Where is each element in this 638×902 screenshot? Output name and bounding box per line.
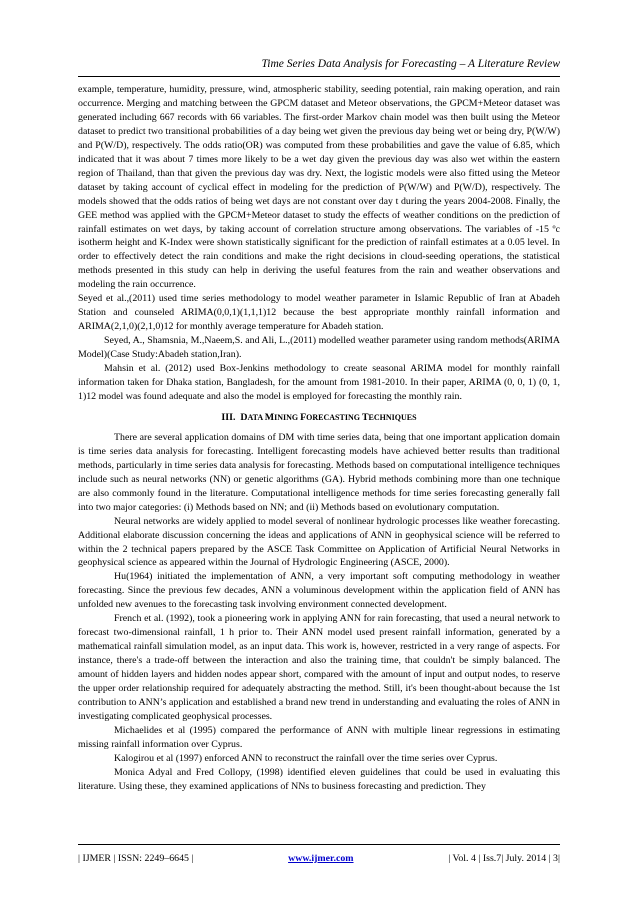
footer-rule [78,844,560,845]
paragraph-michaelides-1995: Michaelides et al (1995) compared the performance of ANN with multiple linear regressions in estimating missing rainfall information over Cyprus. [78,724,560,750]
section-title-part: F [300,411,307,423]
section-number: III. [221,411,236,423]
header-rule [78,76,560,77]
paragraph-french-1992: French et al. (1992), took a pioneering work in applying ANN for rain forecasting, that used a neural network to forecast two-dimensional rainfall, 1 h prior to. Their ANN model used present rainfall information, generated by a mathematical rainfall simulation model, as an input data. This work is, however, restricted in a very range of aspects. For instance, there's a trade-off between the interaction and also the training time, that couldn't be simply balanced. The amount of hidden layers and hidden nodes appear short, compared with the amount of input and output nodes, to reserve the upper order relationship required for adequately abstracting the method. Still, it's been thought-about because the 1st contribution to ANN’s application and established a brand new trend in understanding and evaluating the roles of ANN in investigating complicated geophysical processes. [78,613,560,722]
section-title-part: ATA [247,412,265,422]
paragraph-hu-1964: Hu(1964) initiated the implementation of ANN, a very important soft computing methodology in weather forecasting. Since the previous few decades, ANN a voluminous development within the application field of ANN has unfolded new avenues to the forecasting task involving environment connected development. [78,571,560,611]
page-footer [78,853,560,864]
footer-volume-page: | Vol. 4 | Iss.7| July. 2014 | 3| [448,853,560,864]
section-title-part: INING [274,412,301,422]
paragraph-kalogirou-1997: Kalogirou et al (1997) enforced ANN to reconstruct the rainfall over the time series over Cyprus. [114,752,498,764]
paragraph-adyal-collopy-1998: Monica Adyal and Fred Collopy, (1998) identified eleven guidelines that could be used in evaluating this literature. Using these, they examined applications of NNs to business forecasting and prediction. They [78,766,560,792]
running-header-title: Time Series Data Analysis for Forecasting – A Literature Review [261,58,560,70]
paragraph-gpcm-meteor: example, temperature, humidity, pressure, wind, atmospheric stability, seeding potential, rain making operation, and rain occurrence. Merging and matching between the GPCM dataset and Meteor observations, the GPCM+Meteor dataset was generated including 667 records with 66 variables. The first-order Markov chain model was then built using the Meteor dataset to predict two transitional probabilities of a day being wet given the previous day being wet or being dry, P(W/W) and P(W/D), respectively. The odds ratio(OR) was computed from these probabilities and gave the value of 6.85, which indicated that it was about 7 times more likely to be a wet day given the previous day was also wet within the eastern region of Thailand, than that given the previous day was dry. Next, the logistic models were also fitted using the Meteor dataset by taking account of cyclical effect in modeling for the prediction of P(W/W) and P(W/D), respectively. The models showed that the odds ratios of being wet days are not constant over day t during the years 2004-2008. Finally, the GEE method was applied with the GPCM+Meteor dataset to study the effects of weather conditions on the prediction of rainfall estimates on wet days, by taking account of correlation structure among observations. The variables of -15 ºc isotherm height and K-Index were shown statistically significant for the prediction of rainfall estimates at a 0.05 level. In order to effectively detect the rain conditions and make the right decisions in cloud-seeding operations, the statistical methods presented in this study can help in deriving the useful features from the rain and weather observations and modeling the rain occurrence. [78,84,560,291]
section-title-part: D [240,411,248,423]
section-title-part: ECHNIQUES [368,412,417,422]
footer-journal-link[interactable]: www.ijmer.com [288,853,354,864]
paragraph-neural-networks: Neural networks are widely applied to model several of nonlinear hydrologic processes like weather forecasting. Additional elaborate discussion concerning the ideas and applications of ANN in geophysical science will be referred to within the 2 technical papers prepared by the ASCE Task Committee on Application of Artificial Neural Networks in geophysical science as appeared within the Journal of Hydrologic Engineering (ASCE, 2000). [78,515,560,569]
section-title-part: ORECASTING [306,412,362,422]
footer-journal-issn: | IJMER | ISSN: 2249–6645 | [78,853,194,864]
section-title-part: T [361,411,369,423]
paragraph-mahsin-2012: Mahsin et al. (2012) used Box-Jenkins methodology to create seasonal ARIMA model for monthly rainfall information taken for Dhaka station, Bangladesh, for the amount from 1981-2010. In their paper, ARIMA (0, 0, 1) (0, 1, 1)12 model was found adequate and also the model is employed for forecasting the monthly rain. [78,363,560,402]
paragraph-dm-domains: There are several application domains of DM with time series data, being that one important application domain is time series data analysis for forecasting. Intelligent forecasting models have achieved better results than traditional methods, particularly in time series data analysis for forecasting. Methods based on computational intelligence techniques include such as neural networks (NN) or genetic algorithms (GA). Hybrid methods combining more than one technique are also commonly found in the literature. Computational intelligence methods for time series forecasting generally fall into two major categories: (i) Methods based on NN; and (ii) Methods based on evolutionary computation. [78,431,560,513]
paragraph-seyed-2011: Seyed et al.,(2011) used time series methodology to model weather parameter in Islamic Republic of Iran at Abadeh Station and counseled ARIMA(0,0,1)(1,1,1)12 because the best appropriate monthly rainfall information and ARIMA(2,1,0)(2,1,0)12 for monthly average temperature for Abadeh station. [78,293,560,333]
section-title-part: M [264,411,275,423]
article-body [78,83,560,794]
section-heading [78,411,560,425]
paragraph-seyed-shamsnia: Seyed, A., Shamsnia, M.,Naeem,S. and Ali, L.,(2011) modelled weather parameter using random methods(ARIMA Model)(Case Study:Abadeh station,Iran). [78,335,560,361]
